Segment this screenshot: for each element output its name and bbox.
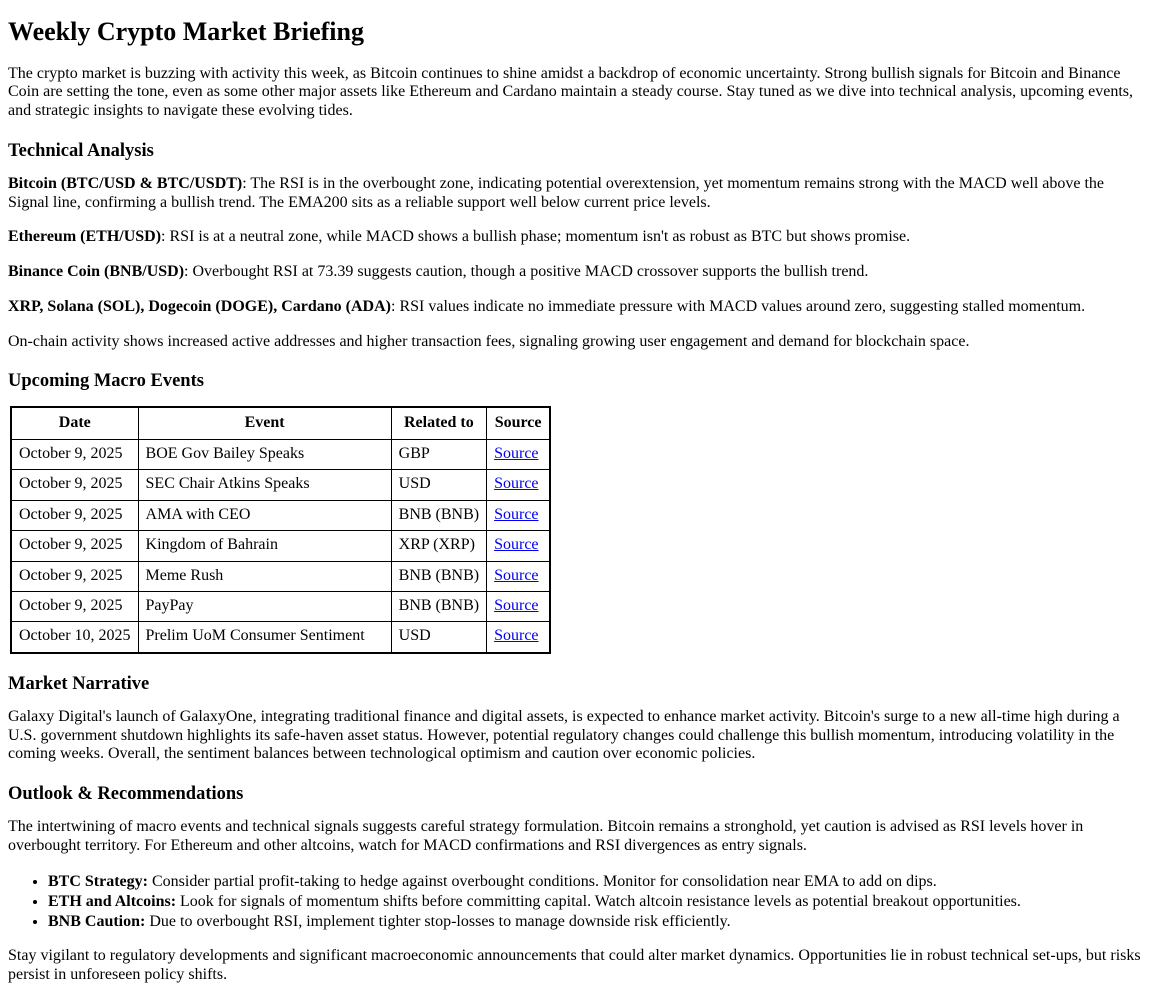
section-heading-outlook: Outlook & Recommendations	[8, 784, 244, 805]
macro-events-table-head	[11, 407, 550, 440]
table-row	[11, 591, 550, 621]
cell-event: AMA with CEO	[138, 500, 391, 530]
market-narrative-body: Galaxy Digital's launch of GalaxyOne, integrating traditional finance and digital assets, is expected to enhance market activity. Bitcoin's surge to a new all-time high during a U.S. government shutdown highlights its safe-haven asset status. However, potential regulatory changes could challenge this bullish momentum, introducing volatility in the coming weeks. Overall, the sentiment balances between technological optimism and caution over economic policies.	[8, 707, 1120, 763]
source-link[interactable]: Source	[494, 505, 539, 523]
closing-paragraph: Stay vigilant to regulatory developments and significant macroeconomic announcements that could alter market dynamics. Opportunities lie in robust technical set-ups, but risks persist in unforeseen policy shifts.	[8, 947, 1141, 984]
outlook-body: The intertwining of macro events and technical signals suggests careful strategy formulation. Bitcoin remains a stronghold, yet caution is advised as RSI levels hover in overbought territory. For Ethereum and other altcoins, watch for MACD confirmations and RSI divergences as entry signals.	[8, 818, 1084, 855]
table-row	[11, 500, 550, 530]
cell-related-to: USD	[391, 622, 486, 653]
list-item	[48, 912, 1142, 931]
source-link[interactable]: Source	[494, 627, 539, 645]
cell-source	[487, 591, 551, 621]
cell-event: Meme Rush	[138, 561, 391, 591]
cell-event: BOE Gov Bailey Speaks	[138, 439, 391, 469]
cell-related-to: BNB (BNB)	[391, 500, 486, 530]
technical-analysis-item-eth	[8, 228, 1142, 247]
intro-paragraph: The crypto market is buzzing with activity this week, as Bitcoin continues to shine amidst a backdrop of economic uncertainty. Strong bullish signals for Bitcoin and Binance Coin are setting the tone, even as some other major assets like Ethereum and Cardano maintain a steady course. Stay tuned as we dive into technical analysis, upcoming events, and strategic insights to navigate these evolving tides.	[8, 64, 1134, 120]
macro-events-table-body	[11, 439, 550, 652]
separator-eth: :	[161, 228, 170, 246]
cell-related-to: GBP	[391, 439, 486, 469]
column-header-date: Date	[11, 407, 138, 440]
cell-date: October 9, 2025	[11, 470, 138, 500]
table-row	[11, 531, 550, 561]
technical-analysis-item-btc	[8, 175, 1142, 212]
cell-date: October 9, 2025	[11, 500, 138, 530]
technical-analysis-item-bnb	[8, 263, 1142, 282]
source-link[interactable]: Source	[494, 536, 539, 554]
separator-btc: :	[242, 175, 251, 193]
recommendations-list	[8, 872, 1142, 932]
separator-bnb: :	[184, 263, 193, 281]
cell-source	[487, 470, 551, 500]
list-item	[48, 892, 1142, 911]
cell-date: October 9, 2025	[11, 591, 138, 621]
table-row	[11, 470, 550, 500]
cell-related-to: BNB (BNB)	[391, 561, 486, 591]
table-row	[11, 561, 550, 591]
cell-source	[487, 561, 551, 591]
cell-source	[487, 531, 551, 561]
cell-event: Prelim UoM Consumer Sentiment	[138, 622, 391, 653]
table-header-row	[11, 407, 550, 440]
cell-source	[487, 622, 551, 653]
recommendation-text-bnb: Due to overbought RSI, implement tighter stop-losses to manage downside risk efficiently.	[145, 913, 731, 931]
recommendation-label-bnb: BNB Caution:	[48, 913, 146, 931]
column-header-related-to: Related to	[391, 407, 486, 440]
cell-related-to: BNB (BNB)	[391, 591, 486, 621]
section-heading-macro-events: Upcoming Macro Events	[8, 371, 204, 392]
cell-related-to: XRP (XRP)	[391, 531, 486, 561]
section-heading-market-narrative: Market Narrative	[8, 673, 150, 694]
recommendation-label-eth: ETH and Altcoins:	[48, 893, 177, 911]
source-link[interactable]: Source	[494, 475, 539, 493]
table-row	[11, 439, 550, 469]
section-heading-technical-analysis: Technical Analysis	[8, 140, 154, 161]
cell-date: October 9, 2025	[11, 439, 138, 469]
cell-source	[487, 500, 551, 530]
asset-text-btc: The RSI is in the overbought zone, indicating potential overextension, yet momentum remains strong with the MACD well above the Signal line, confirming a bullish trend. The EMA200 sits as a reliable support well below current price levels.	[8, 175, 1105, 211]
column-header-event: Event	[138, 407, 391, 440]
cell-date: October 9, 2025	[11, 531, 138, 561]
separator-altcoins: :	[390, 297, 400, 315]
asset-label-eth: Ethereum (ETH/USD)	[8, 228, 162, 246]
page-title: Weekly Crypto Market Briefing	[8, 17, 364, 46]
list-item	[48, 872, 1142, 891]
column-header-source: Source	[487, 407, 551, 440]
source-link[interactable]: Source	[494, 566, 539, 584]
cell-related-to: USD	[391, 470, 486, 500]
table-row	[11, 622, 550, 653]
asset-text-eth: RSI is at a neutral zone, while MACD shows a bullish phase; momentum isn't as robust as BTC but shows promise.	[169, 228, 911, 246]
cell-event: Kingdom of Bahrain	[138, 531, 391, 561]
source-link[interactable]: Source	[494, 596, 539, 614]
macro-events-table	[10, 406, 551, 654]
recommendation-text-btc: Consider partial profit-taking to hedge against overbought conditions. Monitor for consolidation near EMA to add on dips.	[147, 872, 937, 890]
asset-label-bnb: Binance Coin (BNB/USD)	[8, 263, 185, 281]
source-link[interactable]: Source	[494, 444, 539, 462]
cell-event: PayPay	[138, 591, 391, 621]
recommendation-label-btc: BTC Strategy:	[48, 872, 148, 890]
technical-analysis-item-altcoins	[8, 298, 1142, 317]
onchain-activity-note: On-chain activity shows increased active addresses and higher transaction fees, signaling growing user engagement and demand for blockchain space.	[8, 332, 970, 350]
asset-label-btc: Bitcoin (BTC/USD & BTC/USDT)	[8, 175, 243, 193]
cell-source	[487, 439, 551, 469]
cell-date: October 10, 2025	[11, 622, 138, 653]
asset-text-bnb: Overbought RSI at 73.39 suggests caution, though a positive MACD crossover supports the bullish trend.	[192, 263, 869, 281]
recommendation-text-eth: Look for signals of momentum shifts before committing capital. Watch altcoin resistance levels as potential breakout opportunities.	[176, 893, 1021, 911]
cell-date: October 9, 2025	[11, 561, 138, 591]
cell-event: SEC Chair Atkins Speaks	[138, 470, 391, 500]
asset-text-altcoins: RSI values indicate no immediate pressure with MACD values around zero, suggesting stalled momentum.	[399, 297, 1086, 315]
asset-label-altcoins: XRP, Solana (SOL), Dogecoin (DOGE), Cardano (ADA)	[8, 297, 391, 315]
